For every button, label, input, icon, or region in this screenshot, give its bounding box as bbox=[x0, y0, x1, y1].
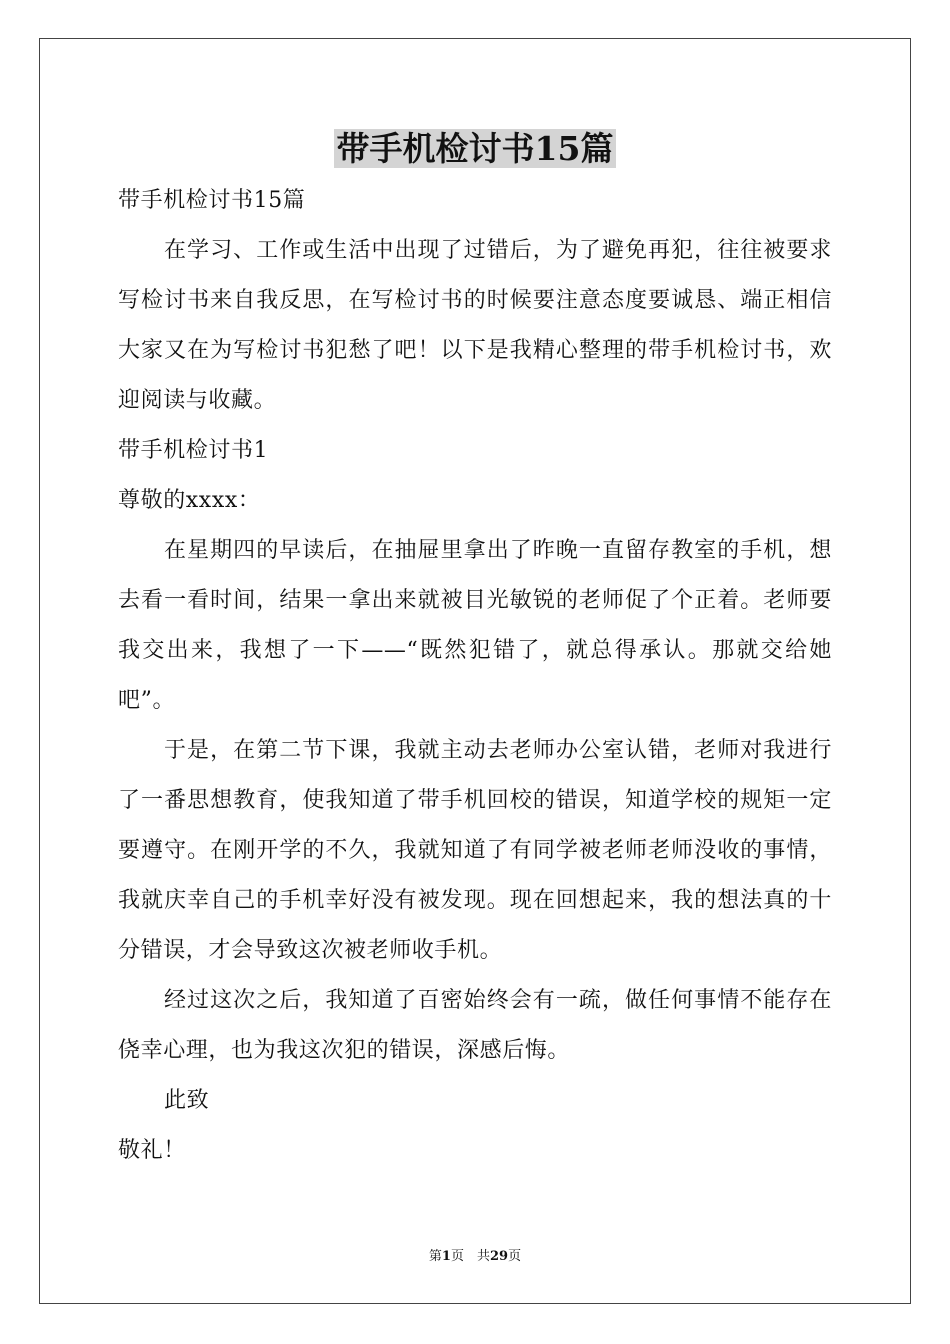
footer-page-prefix: 第 bbox=[428, 1249, 442, 1264]
paragraph-body-2: 于是，在第二节下课，我就主动去老师办公室认错，老师对我进行了一番思想教育，使我知道了带手机回校的错误，知道学校的规矩一定要遵守。在刚开学的不久，我就知道了有同学被老师老师没收的事情，我就庆幸自己的手机幸好没有被发现。现在回想起来，我的想法真的十分错误，才会导致这次被老师收手机。 bbox=[118, 738, 832, 963]
paragraph-subtitle: 带手机检讨书15篇 bbox=[118, 188, 306, 213]
paragraph-salutation: 尊敬的xxxx： bbox=[118, 488, 261, 513]
footer-total-pages: 29 bbox=[489, 1249, 509, 1264]
paragraph-intro: 在学习、工作或生活中出现了过错后，为了避免再犯，往往被要求写检讨书来自我反思，在写检讨书的时候要注意态度要诚恳、端正相信大家又在为写检讨书犯愁了吧！以下是我精心整理的带手机检讨书，欢迎阅读与收藏。 bbox=[118, 238, 832, 413]
paragraph-closing: 此致 bbox=[164, 1088, 210, 1113]
document-title bbox=[0, 127, 950, 171]
paragraph-body-3: 经过这次之后，我知道了百密始终会有一疏，做任何事情不能存在侥幸心理，也为我这次犯的错误，深感后悔。 bbox=[118, 988, 832, 1063]
paragraph-section-heading: 带手机检讨书1 bbox=[118, 438, 269, 463]
footer-page-mid: 页 共 bbox=[450, 1249, 490, 1264]
document-title-text: 带手机检讨书15篇 bbox=[334, 129, 617, 168]
paragraph-regards: 敬礼！ bbox=[118, 1138, 186, 1163]
paragraph-body-1: 在星期四的早读后，在抽屉里拿出了昨晚一直留存教室的手机，想去看一看时间，结果一拿出来就被目光敏锐的老师促了个正着。老师要我交出来，我想了一下——“既然犯错了，就总得承认。那就交给她吧”。 bbox=[118, 538, 832, 713]
footer-page-suffix: 页 bbox=[508, 1249, 522, 1264]
footer-page-number: 1 bbox=[441, 1249, 451, 1264]
page-footer bbox=[0, 1248, 950, 1266]
document-body bbox=[118, 176, 832, 1176]
